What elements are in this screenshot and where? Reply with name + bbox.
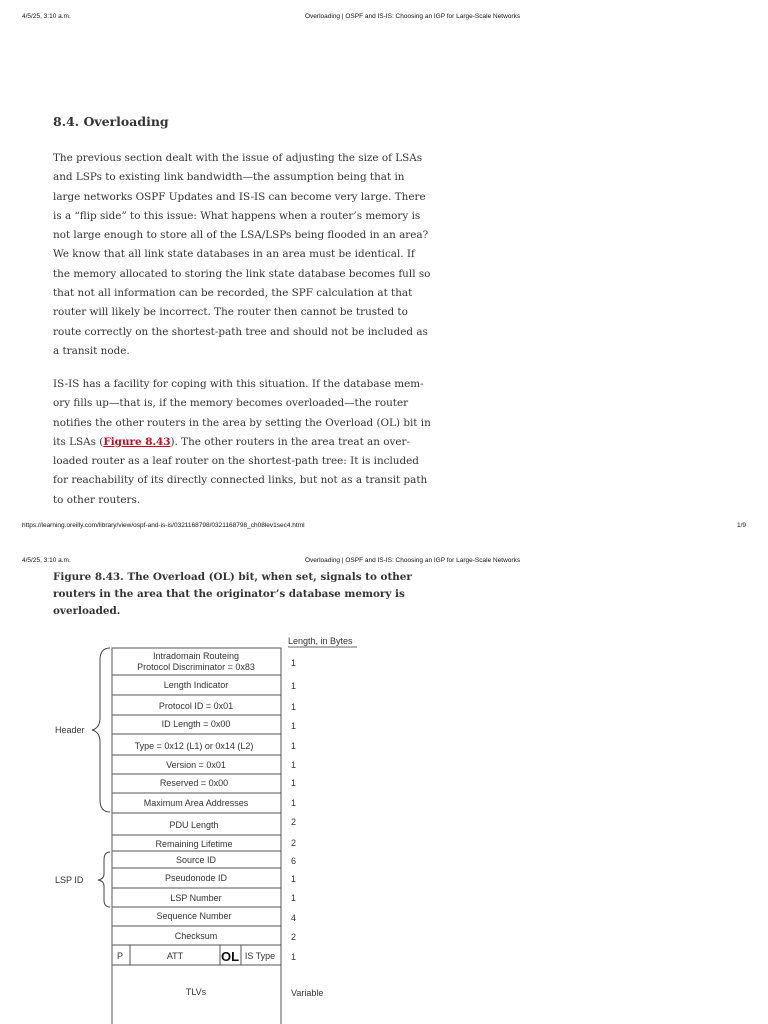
field-label: Version = 0x01 [166, 760, 226, 770]
field-label: LSP Number [170, 893, 222, 903]
field-label: Reserved = 0x00 [159, 778, 229, 788]
length-value: 1 [291, 721, 297, 731]
lsp-id-brace [98, 852, 110, 907]
length-value: 6 [291, 856, 297, 866]
field-label: Intradomain Routeing [152, 651, 240, 661]
length-value: 1 [291, 952, 297, 962]
field-label: ID Length = 0x00 [161, 719, 231, 729]
field-label: PDU Length [169, 820, 219, 830]
field-label: Protocol ID = 0x01 [158, 701, 234, 711]
length-value: 1 [291, 702, 297, 712]
is-type-label: IS Type [244, 951, 276, 961]
paragraph-1: The previous section dealt with the issue of adjusting the size of LSAs and LSPs to existing link bandwidth—the assumption being that in large networks OSPF Updates and IS-IS can become very large. There is a “flip side” to this issue: What happens when a router’s memory is not large enough to store all of the LSA/LSPs being flooded in an area? We know that all link state databases in an area must be identical. If the memory allocated to storing the link state database becomes full so that not all information can be recorded, the SPF calculation at that router will likely be incorrect. The router then cannot be trusted to route correctly on the shortest-path tree and should not be included as a transit node. [53, 152, 431, 357]
length-value: 1 [291, 681, 297, 691]
length-value: 2 [291, 817, 297, 827]
field-label: Sequence Number [156, 911, 232, 921]
figure-caption: Figure 8.43. The Overload (OL) bit, when set, signals to other routers in the area that the originator’s database memory is overloaded. [53, 571, 412, 617]
p-bit-label: P [117, 951, 124, 961]
print-date: 4/5/25, 3:10 a.m. [22, 13, 71, 20]
section-title: 8.4. Overloading [53, 114, 169, 129]
length-value: 1 [291, 658, 297, 668]
page-number: 1/9 [736, 522, 746, 529]
length-value: 2 [291, 932, 297, 942]
length-column [291, 658, 323, 998]
field-label: Source ID [175, 855, 217, 865]
length-header: Length, in Bytes [288, 636, 353, 646]
length-value: 1 [291, 874, 297, 884]
length-value: 1 [291, 798, 297, 808]
field-label: Pseudonode ID [164, 873, 228, 883]
print-url: https://learning.oreilly.com/library/view/ospf-and-is-is/0321168798/0321168798_ch08lev1sec4.html [22, 522, 305, 529]
field-label: Length Indicator [163, 680, 229, 690]
print-date-2: 4/5/25, 3:10 a.m. [22, 557, 71, 564]
ol-bit-label: OL [220, 949, 240, 964]
header-brace [92, 648, 110, 812]
print-title: Overloading | OSPF and IS-IS: Choosing an IGP for Large-Scale Networks [305, 13, 521, 20]
field-label: Protocol Discriminator = 0x83 [137, 662, 255, 672]
paragraph-2-text-b: ). The other routers in the area treat an overloaded router as a leaf router on the shortest-path tree: It is included for reachability of its directly connected links, but not as a transit path to other routers. [53, 435, 428, 506]
field-label: Remaining Lifetime [155, 839, 233, 849]
field-label: Type = 0x12 (L1) or 0x14 (L2) [134, 741, 254, 751]
length-value: 1 [291, 778, 297, 788]
field-label: Maximum Area Addresses [143, 798, 249, 808]
length-value: 1 [291, 741, 297, 751]
field-label: TLVs [185, 987, 207, 997]
length-value: 1 [291, 760, 297, 770]
length-value: 1 [291, 893, 297, 903]
header-label: Header [55, 725, 85, 735]
figure-link[interactable]: Figure 8.43 [103, 435, 171, 448]
paragraph-2-text-a: IS-IS has a facility for coping with this situation. If the database memory fills up—that is, if the memory becomes overloaded—the router notifies the other routers in the area by setting the Overload (OL) bit in its LSAs ( [53, 378, 431, 448]
length-value: 4 [291, 913, 297, 923]
length-value: Variable [291, 988, 324, 998]
length-value: 2 [291, 838, 297, 848]
lsp-id-label: LSP ID [55, 875, 84, 885]
att-label: ATT [166, 951, 184, 961]
field-label: Checksum [174, 931, 218, 941]
print-title-2: Overloading | OSPF and IS-IS: Choosing an IGP for Large-Scale Networks [305, 557, 521, 564]
